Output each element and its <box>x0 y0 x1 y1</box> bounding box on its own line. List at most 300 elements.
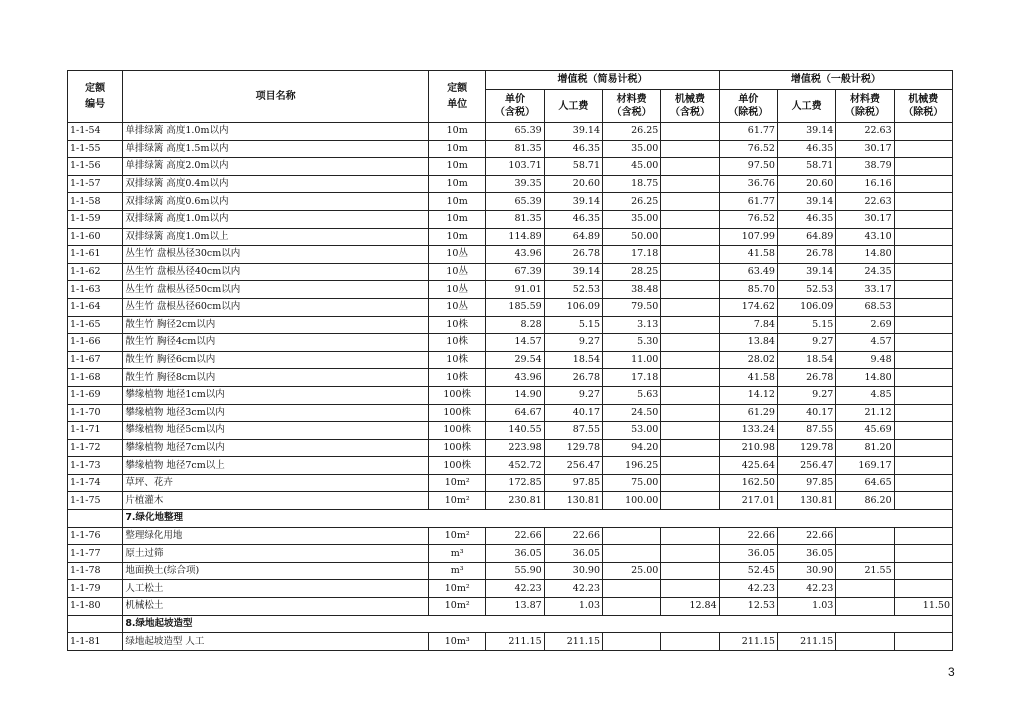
general-tax-value: 106.09 <box>777 298 835 316</box>
simple-tax-value <box>661 580 719 598</box>
simple-tax-value: 1.03 <box>544 598 602 616</box>
general-tax-value: 87.55 <box>777 422 835 440</box>
simple-tax-value: 211.15 <box>486 633 544 651</box>
general-tax-value <box>894 527 952 545</box>
item-name: 人工松土 <box>123 580 429 598</box>
table-row <box>68 281 953 299</box>
header-col-line: （含税） <box>669 107 710 118</box>
item-name: 双排绿篱 高度1.0m以内 <box>123 210 429 228</box>
general-tax-value: 217.01 <box>719 492 777 510</box>
general-tax-value <box>894 633 952 651</box>
table-row <box>68 298 953 316</box>
general-tax-value: 28.02 <box>719 351 777 369</box>
general-tax-value: 26.78 <box>777 246 835 264</box>
item-name: 攀缘植物 地径5cm以内 <box>123 422 429 440</box>
header-col-line: （含税） <box>611 107 652 118</box>
general-tax-value <box>894 457 952 475</box>
quota-unit: 10m <box>429 140 486 158</box>
table-row <box>68 210 953 228</box>
general-tax-value: 26.78 <box>777 369 835 387</box>
quota-unit: 10m <box>429 210 486 228</box>
general-tax-value: 36.05 <box>777 545 835 563</box>
simple-tax-value: 26.25 <box>603 123 661 141</box>
simple-tax-value <box>661 422 719 440</box>
quota-code: 1-1-80 <box>68 598 123 616</box>
general-tax-value: 130.81 <box>777 492 835 510</box>
header-code-line2: 编号 <box>85 98 106 110</box>
general-tax-value: 22.66 <box>719 527 777 545</box>
header-simple-col <box>603 90 661 123</box>
general-tax-value <box>836 633 894 651</box>
general-tax-value: 45.69 <box>836 422 894 440</box>
quota-code: 1-1-59 <box>68 210 123 228</box>
general-tax-value: 1.03 <box>777 598 835 616</box>
simple-tax-value: 106.09 <box>544 298 602 316</box>
simple-tax-value: 67.39 <box>486 263 544 281</box>
table-row <box>68 386 953 404</box>
simple-tax-value: 9.27 <box>544 334 602 352</box>
general-tax-value: 46.35 <box>777 210 835 228</box>
quota-code: 1-1-62 <box>68 263 123 281</box>
simple-tax-value <box>661 140 719 158</box>
header-unit <box>429 71 486 123</box>
header-col-line: 材料费 <box>616 94 647 105</box>
simple-tax-value: 26.25 <box>603 193 661 211</box>
simple-tax-value: 185.59 <box>486 298 544 316</box>
simple-tax-value: 75.00 <box>603 474 661 492</box>
simple-tax-value <box>661 316 719 334</box>
quota-code: 1-1-57 <box>68 175 123 193</box>
simple-tax-value <box>661 193 719 211</box>
header-simple-col <box>661 90 719 123</box>
item-name: 绿地起坡造型 人工 <box>123 633 429 651</box>
quota-code: 1-1-79 <box>68 580 123 598</box>
general-tax-value: 52.45 <box>719 562 777 580</box>
quota-unit: 10株 <box>429 334 486 352</box>
quota-unit: 10丛 <box>429 281 486 299</box>
simple-tax-value: 46.35 <box>544 210 602 228</box>
simple-tax-value: 36.05 <box>486 545 544 563</box>
simple-tax-value: 29.54 <box>486 351 544 369</box>
simple-tax-value <box>661 158 719 176</box>
table-row <box>68 263 953 281</box>
header-col-line: 单价 <box>505 94 525 105</box>
quota-unit: 10m <box>429 193 486 211</box>
simple-tax-value: 40.17 <box>544 404 602 422</box>
general-tax-value: 41.58 <box>719 246 777 264</box>
simple-tax-value: 39.35 <box>486 175 544 193</box>
simple-tax-value <box>603 580 661 598</box>
general-tax-value: 22.63 <box>836 123 894 141</box>
item-name: 丛生竹 盘根丛径30cm以内 <box>123 246 429 264</box>
quota-code: 1-1-74 <box>68 474 123 492</box>
table-row <box>68 545 953 563</box>
quota-code: 1-1-77 <box>68 545 123 563</box>
simple-tax-value: 39.14 <box>544 123 602 141</box>
quota-code: 1-1-70 <box>68 404 123 422</box>
general-tax-value: 7.84 <box>719 316 777 334</box>
general-tax-value: 18.54 <box>777 351 835 369</box>
quota-unit: 10丛 <box>429 298 486 316</box>
general-tax-value <box>894 158 952 176</box>
simple-tax-value: 11.00 <box>603 351 661 369</box>
simple-tax-value <box>661 545 719 563</box>
quota-unit: 10m <box>429 158 486 176</box>
quota-code: 1-1-65 <box>68 316 123 334</box>
quota-unit: 10m² <box>429 598 486 616</box>
simple-tax-value <box>661 457 719 475</box>
general-tax-value <box>894 386 952 404</box>
general-tax-value: 9.27 <box>777 386 835 404</box>
simple-tax-value: 17.18 <box>603 246 661 264</box>
general-tax-value <box>894 298 952 316</box>
general-tax-value: 30.17 <box>836 210 894 228</box>
simple-tax-value <box>661 562 719 580</box>
general-tax-value: 12.53 <box>719 598 777 616</box>
general-tax-value: 41.58 <box>719 369 777 387</box>
simple-tax-value: 58.71 <box>544 158 602 176</box>
table-row <box>68 492 953 510</box>
simple-tax-value <box>661 369 719 387</box>
header-unit-line1: 定额 <box>447 82 468 94</box>
general-tax-value: 76.52 <box>719 140 777 158</box>
quota-code: 1-1-54 <box>68 123 123 141</box>
simple-tax-value <box>661 246 719 264</box>
item-name: 攀缘植物 地径7cm以内 <box>123 439 429 457</box>
general-tax-value: 43.10 <box>836 228 894 246</box>
quota-code: 1-1-64 <box>68 298 123 316</box>
item-name: 散生竹 胸径4cm以内 <box>123 334 429 352</box>
header-simple-col <box>544 90 602 123</box>
simple-tax-value: 17.18 <box>603 369 661 387</box>
quota-code: 1-1-73 <box>68 457 123 475</box>
simple-tax-value: 256.47 <box>544 457 602 475</box>
item-name: 单排绿篱 高度1.0m以内 <box>123 123 429 141</box>
simple-tax-value: 114.89 <box>486 228 544 246</box>
general-tax-value: 16.16 <box>836 175 894 193</box>
simple-tax-value: 81.35 <box>486 210 544 228</box>
simple-tax-value: 65.39 <box>486 193 544 211</box>
header-general-col <box>777 90 835 123</box>
simple-tax-value <box>661 527 719 545</box>
item-name: 片植灌木 <box>123 492 429 510</box>
general-tax-value: 5.15 <box>777 316 835 334</box>
section-code-cell <box>68 510 123 528</box>
simple-tax-value: 5.15 <box>544 316 602 334</box>
general-tax-value <box>836 580 894 598</box>
quota-code: 1-1-72 <box>68 439 123 457</box>
general-tax-value: 2.69 <box>836 316 894 334</box>
item-name: 草坪、花卉 <box>123 474 429 492</box>
quota-unit: 10m² <box>429 492 486 510</box>
table-row <box>68 351 953 369</box>
simple-tax-value: 22.66 <box>544 527 602 545</box>
general-tax-value: 30.17 <box>836 140 894 158</box>
quota-code: 1-1-75 <box>68 492 123 510</box>
simple-tax-value <box>661 351 719 369</box>
simple-tax-value: 230.81 <box>486 492 544 510</box>
quota-table <box>67 70 953 651</box>
simple-tax-value: 79.50 <box>603 298 661 316</box>
general-tax-value: 38.79 <box>836 158 894 176</box>
simple-tax-value: 172.85 <box>486 474 544 492</box>
header-group-simple: 增值税（简易计税） <box>486 71 719 90</box>
quota-unit: 100株 <box>429 439 486 457</box>
simple-tax-value: 130.81 <box>544 492 602 510</box>
table-row <box>68 123 953 141</box>
general-tax-value: 42.23 <box>777 580 835 598</box>
simple-tax-value: 87.55 <box>544 422 602 440</box>
simple-tax-value: 18.54 <box>544 351 602 369</box>
simple-tax-value <box>661 175 719 193</box>
simple-tax-value <box>661 298 719 316</box>
header-general-col <box>894 90 952 123</box>
item-name: 攀缘植物 地径3cm以内 <box>123 404 429 422</box>
page-number: 3 <box>948 665 955 679</box>
general-tax-value: 63.49 <box>719 263 777 281</box>
header-col-line: 材料费 <box>849 94 880 105</box>
general-tax-value <box>894 474 952 492</box>
item-name: 机械松土 <box>123 598 429 616</box>
simple-tax-value: 103.71 <box>486 158 544 176</box>
general-tax-value: 133.24 <box>719 422 777 440</box>
simple-tax-value: 5.63 <box>603 386 661 404</box>
quota-unit: 10丛 <box>429 246 486 264</box>
general-tax-value: 52.53 <box>777 281 835 299</box>
quota-unit: 100株 <box>429 404 486 422</box>
simple-tax-value: 8.28 <box>486 316 544 334</box>
general-tax-value <box>894 422 952 440</box>
simple-tax-value: 64.89 <box>544 228 602 246</box>
general-tax-value <box>894 334 952 352</box>
simple-tax-value: 35.00 <box>603 210 661 228</box>
general-tax-value <box>836 527 894 545</box>
item-name: 双排绿篱 高度1.0m以上 <box>123 228 429 246</box>
item-name: 双排绿篱 高度0.4m以内 <box>123 175 429 193</box>
general-tax-value <box>836 598 894 616</box>
quota-code: 1-1-78 <box>68 562 123 580</box>
simple-tax-value <box>603 633 661 651</box>
general-tax-value <box>894 193 952 211</box>
simple-tax-value: 43.96 <box>486 369 544 387</box>
general-tax-value: 24.35 <box>836 263 894 281</box>
general-tax-value: 30.90 <box>777 562 835 580</box>
item-name: 攀缘植物 地径1cm以内 <box>123 386 429 404</box>
item-name: 丛生竹 盘根丛径60cm以内 <box>123 298 429 316</box>
simple-tax-value: 22.66 <box>486 527 544 545</box>
general-tax-value: 22.63 <box>836 193 894 211</box>
section-title: 7.绿化地整理 <box>123 510 953 528</box>
item-name: 整理绿化用地 <box>123 527 429 545</box>
general-tax-value: 21.12 <box>836 404 894 422</box>
simple-tax-value: 100.00 <box>603 492 661 510</box>
general-tax-value: 9.27 <box>777 334 835 352</box>
header-code <box>68 71 123 123</box>
general-tax-value: 40.17 <box>777 404 835 422</box>
general-tax-value: 33.17 <box>836 281 894 299</box>
general-tax-value: 425.64 <box>719 457 777 475</box>
simple-tax-value <box>603 598 661 616</box>
item-name: 地面换土(综合项) <box>123 562 429 580</box>
header-col-line: 人工费 <box>791 100 822 112</box>
simple-tax-value: 28.25 <box>603 263 661 281</box>
item-name: 散生竹 胸径6cm以内 <box>123 351 429 369</box>
general-tax-value: 46.35 <box>777 140 835 158</box>
table-body <box>68 123 953 651</box>
quota-unit: 10m <box>429 123 486 141</box>
quota-unit: 10株 <box>429 369 486 387</box>
simple-tax-value: 5.30 <box>603 334 661 352</box>
table-row <box>68 474 953 492</box>
simple-tax-value: 46.35 <box>544 140 602 158</box>
simple-tax-value: 38.48 <box>603 281 661 299</box>
simple-tax-value: 65.39 <box>486 123 544 141</box>
general-tax-value: 9.48 <box>836 351 894 369</box>
simple-tax-value <box>661 474 719 492</box>
general-tax-value <box>894 492 952 510</box>
general-tax-value: 169.17 <box>836 457 894 475</box>
general-tax-value <box>894 123 952 141</box>
table-row <box>68 404 953 422</box>
general-tax-value: 21.55 <box>836 562 894 580</box>
general-tax-value: 14.80 <box>836 246 894 264</box>
general-tax-value <box>894 140 952 158</box>
section-code-cell <box>68 615 123 633</box>
header-general-col <box>836 90 894 123</box>
general-tax-value: 211.15 <box>719 633 777 651</box>
table-header <box>68 71 953 123</box>
simple-tax-value <box>603 545 661 563</box>
simple-tax-value: 42.23 <box>486 580 544 598</box>
item-name: 原土过筛 <box>123 545 429 563</box>
quota-code: 1-1-56 <box>68 158 123 176</box>
general-tax-value <box>894 369 952 387</box>
simple-tax-value <box>661 492 719 510</box>
quota-code: 1-1-66 <box>68 334 123 352</box>
header-col-line: （除税） <box>903 107 944 118</box>
simple-tax-value: 223.98 <box>486 439 544 457</box>
simple-tax-value: 81.35 <box>486 140 544 158</box>
simple-tax-value: 55.90 <box>486 562 544 580</box>
simple-tax-value: 97.85 <box>544 474 602 492</box>
general-tax-value: 61.29 <box>719 404 777 422</box>
quota-unit: 10m² <box>429 474 486 492</box>
general-tax-value <box>894 246 952 264</box>
simple-tax-value: 39.14 <box>544 193 602 211</box>
quota-code: 1-1-69 <box>68 386 123 404</box>
simple-tax-value: 53.00 <box>603 422 661 440</box>
header-col-line: 机械费 <box>908 94 939 105</box>
item-name: 丛生竹 盘根丛径50cm以内 <box>123 281 429 299</box>
general-tax-value: 14.12 <box>719 386 777 404</box>
simple-tax-value: 39.14 <box>544 263 602 281</box>
item-name: 单排绿篱 高度2.0m以内 <box>123 158 429 176</box>
general-tax-value: 20.60 <box>777 175 835 193</box>
simple-tax-value: 18.75 <box>603 175 661 193</box>
quota-code: 1-1-55 <box>68 140 123 158</box>
simple-tax-value <box>603 527 661 545</box>
general-tax-value: 61.77 <box>719 193 777 211</box>
simple-tax-value: 3.13 <box>603 316 661 334</box>
general-tax-value: 22.66 <box>777 527 835 545</box>
general-tax-value <box>894 351 952 369</box>
quota-code: 1-1-71 <box>68 422 123 440</box>
general-tax-value <box>894 316 952 334</box>
item-name: 单排绿篱 高度1.5m以内 <box>123 140 429 158</box>
general-tax-value: 85.70 <box>719 281 777 299</box>
quota-unit: 10m <box>429 228 486 246</box>
header-general-col <box>719 90 777 123</box>
quota-unit: 10m³ <box>429 633 486 651</box>
item-name: 散生竹 胸径8cm以内 <box>123 369 429 387</box>
simple-tax-value <box>661 210 719 228</box>
simple-tax-value <box>661 263 719 281</box>
table-row <box>68 158 953 176</box>
header-code-line1: 定额 <box>85 82 106 94</box>
header-simple-col <box>486 90 544 123</box>
quota-unit: 10m² <box>429 580 486 598</box>
quota-code: 1-1-63 <box>68 281 123 299</box>
simple-tax-value: 196.25 <box>603 457 661 475</box>
table-row <box>68 246 953 264</box>
header-name: 项目名称 <box>123 71 429 123</box>
general-tax-value: 162.50 <box>719 474 777 492</box>
general-tax-value <box>894 439 952 457</box>
simple-tax-value: 14.90 <box>486 386 544 404</box>
general-tax-value: 14.80 <box>836 369 894 387</box>
general-tax-value <box>894 281 952 299</box>
general-tax-value: 39.14 <box>777 123 835 141</box>
simple-tax-value: 140.55 <box>486 422 544 440</box>
simple-tax-value <box>661 228 719 246</box>
section-title: 8.绿地起坡造型 <box>123 615 953 633</box>
quota-unit: 10株 <box>429 316 486 334</box>
general-tax-value: 64.89 <box>777 228 835 246</box>
simple-tax-value <box>661 439 719 457</box>
simple-tax-value: 43.96 <box>486 246 544 264</box>
simple-tax-value <box>661 404 719 422</box>
quota-unit: m³ <box>429 545 486 563</box>
table-row <box>68 633 953 651</box>
item-name: 双排绿篱 高度0.6m以内 <box>123 193 429 211</box>
general-tax-value: 210.98 <box>719 439 777 457</box>
table-row <box>68 580 953 598</box>
general-tax-value: 42.23 <box>719 580 777 598</box>
quota-unit: 10株 <box>429 351 486 369</box>
general-tax-value: 211.15 <box>777 633 835 651</box>
general-tax-value: 4.57 <box>836 334 894 352</box>
quota-code: 1-1-76 <box>68 527 123 545</box>
simple-tax-value: 13.87 <box>486 598 544 616</box>
header-col-line: 机械费 <box>674 94 705 105</box>
simple-tax-value: 25.00 <box>603 562 661 580</box>
simple-tax-value: 91.01 <box>486 281 544 299</box>
general-tax-value: 256.47 <box>777 457 835 475</box>
general-tax-value <box>894 263 952 281</box>
header-col-line: （含税） <box>495 107 535 118</box>
simple-tax-value: 20.60 <box>544 175 602 193</box>
general-tax-value <box>894 228 952 246</box>
general-tax-value: 61.77 <box>719 123 777 141</box>
item-name: 丛生竹 盘根丛径40cm以内 <box>123 263 429 281</box>
general-tax-value: 129.78 <box>777 439 835 457</box>
simple-tax-value: 94.20 <box>603 439 661 457</box>
general-tax-value: 68.53 <box>836 298 894 316</box>
general-tax-value: 11.50 <box>894 598 952 616</box>
table-row <box>68 334 953 352</box>
table-row <box>68 316 953 334</box>
general-tax-value: 36.76 <box>719 175 777 193</box>
